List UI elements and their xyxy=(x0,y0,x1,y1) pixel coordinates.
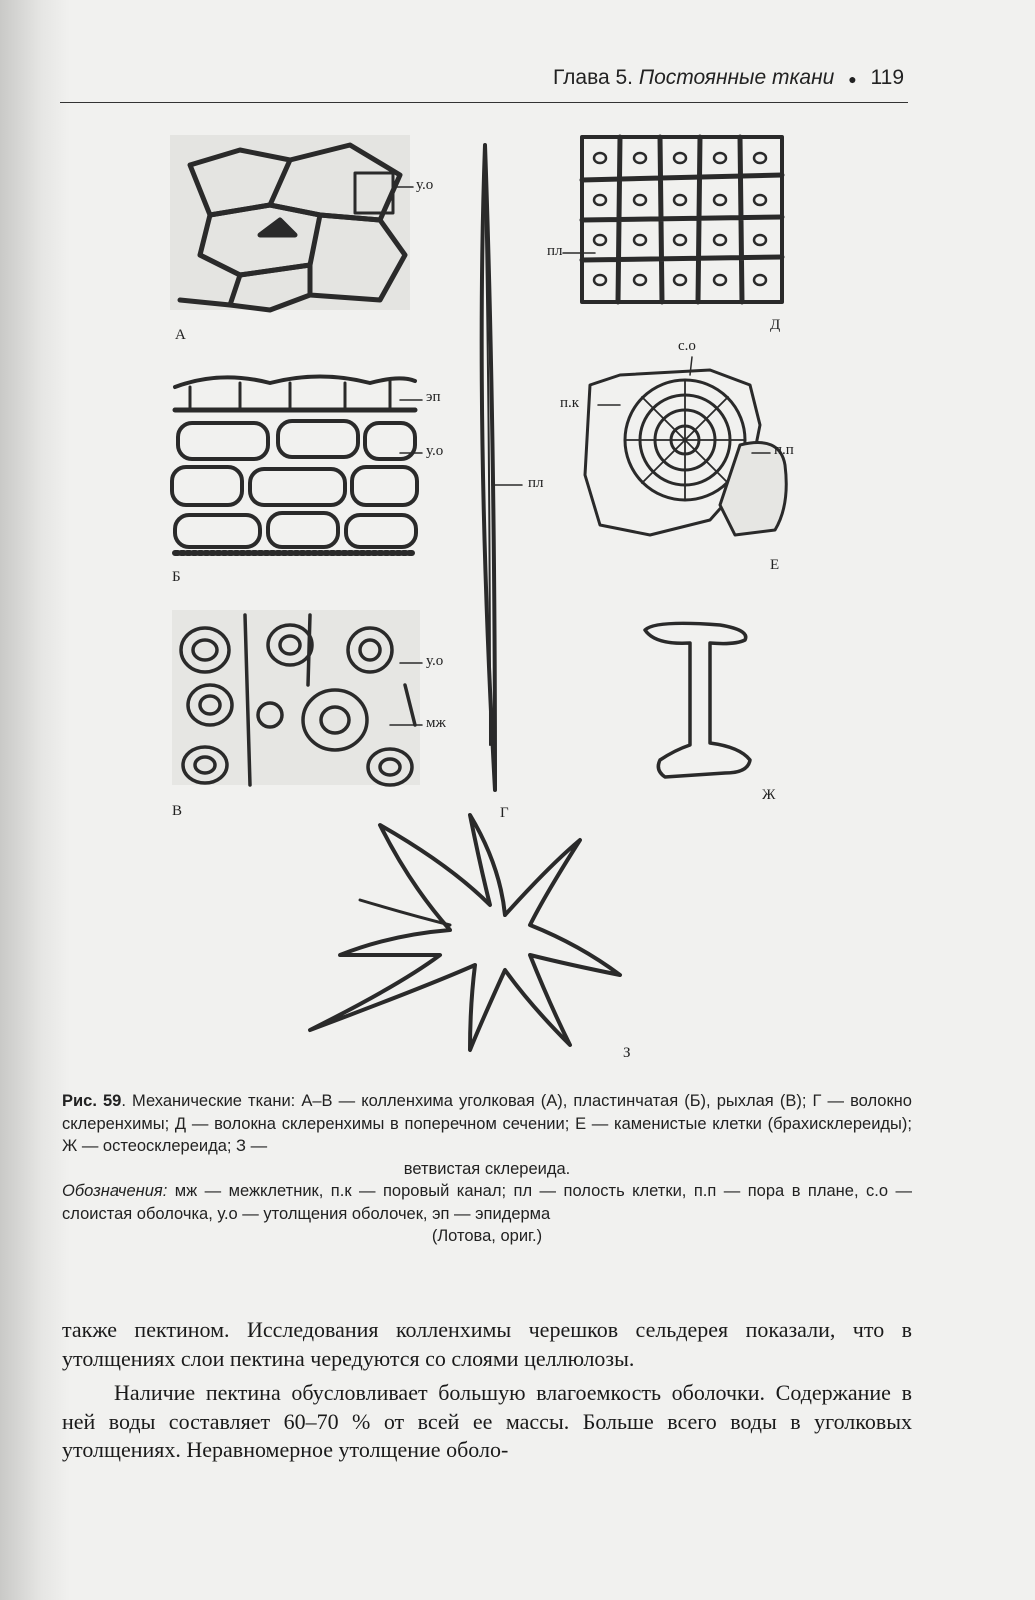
figure-caption xyxy=(62,1090,912,1248)
annotation-yo-v: у.о xyxy=(426,653,444,669)
figure-drawing xyxy=(150,125,950,1075)
caption-main xyxy=(62,1090,912,1180)
legend-title: Обозначения: xyxy=(62,1182,168,1200)
panel-b-drawing xyxy=(172,377,417,554)
annotation-pp: п.п xyxy=(774,442,794,458)
annotation-pl-d: пл xyxy=(547,243,563,259)
panel-label-a: А xyxy=(175,327,186,343)
page-number: 119 xyxy=(870,66,904,89)
header-line xyxy=(553,66,904,90)
legend-text: мж — межклетник, п.к — поровый канал; пл — полость клетки, п.п — пора в плане, с.о — слоистая оболочка, у.о — утолщения оболочек, эп — эпидерма xyxy=(62,1182,912,1223)
panel-label-z: З xyxy=(623,1045,631,1061)
panel-label-e: Е xyxy=(770,557,780,573)
annotation-mzh: мж xyxy=(426,715,446,731)
panel-a-drawing xyxy=(170,135,410,310)
paragraph-1: также пектином. Исследования колленхимы черешков сельдерея показали, что в утолщениях слои пектина чередуются со слоями целлюлозы. xyxy=(62,1317,912,1371)
annotation-pl-g: пл xyxy=(528,475,544,491)
page-edge-shadow xyxy=(0,0,70,1600)
figure-59 xyxy=(150,125,950,1075)
panel-label-d: Д xyxy=(770,317,781,333)
header-bullet: ● xyxy=(848,71,857,87)
panel-z-drawing xyxy=(310,815,620,1050)
panel-label-g: Г xyxy=(500,805,509,821)
panel-label-zh: Ж xyxy=(762,787,776,803)
annotation-yo-b: у.о xyxy=(426,443,444,459)
caption-legend xyxy=(62,1180,912,1248)
annotation-so: с.о xyxy=(678,338,696,354)
panel-label-v: В xyxy=(172,803,183,819)
annotation-yo-a: у.о xyxy=(416,177,434,193)
body-text xyxy=(62,1316,912,1465)
panel-d-drawing xyxy=(582,137,782,302)
panel-label-b: Б xyxy=(172,569,181,585)
panel-v-drawing xyxy=(172,610,420,785)
caption-source: (Лотова, ориг.) xyxy=(431,1227,543,1245)
paragraph-2: Наличие пектина обусловливает большую влагоемкость оболочки. Содержание в ней воды составляет 60–70 % от всей ее массы. Больше всего воды в уголковых утолщениях. Неравномерное утолщение оболо- xyxy=(62,1380,912,1462)
figure-number: Рис. 59 xyxy=(62,1092,122,1110)
caption-line1-end: ветвистая склереида. xyxy=(403,1159,571,1178)
running-header xyxy=(60,62,908,103)
annotation-ep: эп xyxy=(426,389,441,405)
panel-g-drawing xyxy=(482,145,495,790)
chapter-title: Постоянные ткани xyxy=(638,66,835,89)
chapter-number: Глава 5. xyxy=(552,66,634,89)
panel-zh-drawing xyxy=(645,623,750,777)
caption-line1: . Механические ткани: А–В — колленхима уголковая (А), пластинчатая (Б), рыхлая (В); Г — волокно склеренхимы; Д — волокна склеренхимы в поперечном сечении; Е — каменистые клетки (брахисклереиды); Ж — остеосклереида; З — xyxy=(62,1092,912,1155)
annotation-pk: п.к xyxy=(560,395,580,411)
